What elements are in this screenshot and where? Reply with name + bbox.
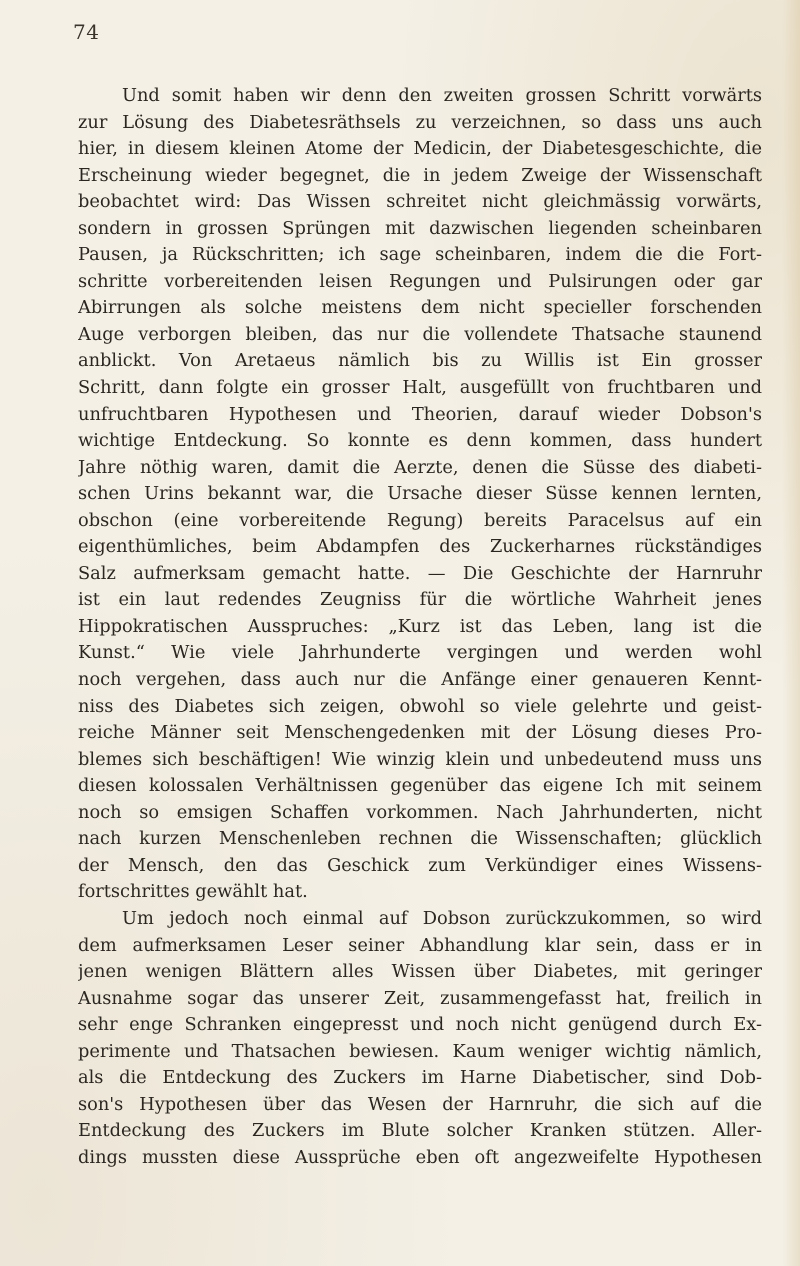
text-line: Salz aufmerksam gemacht hatte. — Die Geschichte der Harnruhr — [78, 562, 762, 584]
text-line: diesen kolossalen Verhältnissen gegenüber das eigene Ich mit seinem — [78, 775, 762, 797]
text-line: Hippokratischen Ausspruches: „Kurz ist das Leben, lang ist die — [78, 615, 762, 637]
text-line: Pausen, ja Rückschritten; ich sage scheinbaren, indem die die Fort- — [78, 244, 762, 266]
text-line: dings mussten diese Aussprüche eben oft angezweifelte Hypothesen — [78, 1146, 762, 1168]
text-line: Jahre nöthig waren, damit die Aerzte, denen die Süsse des diabeti- — [78, 456, 762, 478]
text-line: Ausnahme sogar das unserer Zeit, zusammengefasst hat, freilich in — [78, 987, 762, 1009]
text-line: Entdeckung des Zuckers im Blute solcher Kranken stützen. Aller- — [78, 1120, 762, 1142]
page-number: 74 — [73, 20, 100, 44]
text-line: beobachtet wird: Das Wissen schreitet nicht gleichmässig vorwärts, — [78, 191, 762, 213]
text-line: Erscheinung wieder begegnet, die in jedem Zweige der Wissenschaft — [78, 164, 762, 186]
text-line: Schritt, dann folgte ein grosser Halt, ausgefüllt von fruchtbaren und — [78, 377, 762, 399]
text-line: schen Urins bekannt war, die Ursache dieser Süsse kennen lernten, — [78, 483, 762, 505]
text-line: eigenthümliches, beim Abdampfen des Zuckerharnes rückständiges — [78, 536, 762, 558]
text-line: anblickt. Von Aretaeus nämlich bis zu Willis ist Ein grosser — [78, 350, 762, 372]
text-line: unfruchtbaren Hypothesen und Theorien, darauf wieder Dobson's — [78, 403, 762, 425]
text-line: dem aufmerksamen Leser seiner Abhandlung klar sein, dass er in — [78, 934, 762, 956]
page-edge-shading — [782, 0, 800, 1266]
text-line: sehr enge Schranken eingepresst und noch nicht genügend durch Ex- — [78, 1014, 762, 1036]
text-line: Auge verborgen bleiben, das nur die vollendete Thatsache staunend — [78, 323, 762, 345]
text-line: Und somit haben wir denn den zweiten grossen Schritt vorwärts — [122, 85, 762, 106]
text-line: Abirrungen als solche meistens dem nicht specieller forschenden — [78, 297, 762, 319]
text-line: reiche Männer seit Menschengedenken mit der Lösung dieses Pro- — [78, 722, 762, 744]
text-line: der Mensch, den das Geschick zum Verkündiger eines Wissens- — [78, 854, 762, 876]
text-line: perimente und Thatsachen bewiesen. Kaum weniger wichtig nämlich, — [78, 1040, 762, 1062]
text-line: Um jedoch noch einmal auf Dobson zurückzukommen, so wird — [122, 907, 762, 929]
text-line: zur Lösung des Diabetesräthsels zu verzeichnen, so dass uns auch — [78, 111, 762, 133]
body-text — [78, 83, 762, 1171]
text-line: ist ein laut redendes Zeugniss für die wörtliche Wahrheit jenes — [78, 589, 762, 611]
text-line: fortschrittes gewählt hat. — [78, 881, 308, 903]
text-line: als die Entdeckung des Zuckers im Harne Diabetischer, sind Dob- — [78, 1067, 762, 1089]
text-line: hier, in diesem kleinen Atome der Medicin, der Diabetesgeschichte, die — [78, 138, 762, 160]
text-line: niss des Diabetes sich zeigen, obwohl so viele gelehrte und geist- — [78, 695, 762, 717]
text-line: obschon (eine vorbereitende Regung) bereits Paracelsus auf ein — [78, 509, 762, 531]
text-line: noch so emsigen Schaffen vorkommen. Nach Jahrhunderten, nicht — [78, 801, 762, 823]
text-line: Kunst.“ Wie viele Jahrhunderte vergingen und werden wohl — [78, 642, 762, 664]
text-line: jenen wenigen Blättern alles Wissen über Diabetes, mit geringer — [78, 961, 762, 983]
text-line: schritte vorbereitenden leisen Regungen und Pulsirungen oder gar — [78, 270, 762, 292]
text-line: blemes sich beschäftigen! Wie winzig klein und unbedeutend muss uns — [78, 748, 762, 770]
text-line: wichtige Entdeckung. So konnte es denn kommen, dass hundert — [78, 430, 762, 452]
text-line: noch vergehen, dass auch nur die Anfänge einer genaueren Kennt- — [78, 669, 762, 691]
text-line: nach kurzen Menschenleben rechnen die Wissenschaften; glücklich — [78, 828, 762, 850]
text-line: sondern in grossen Sprüngen mit dazwischen liegenden scheinbaren — [78, 217, 762, 239]
text-line: son's Hypothesen über das Wesen der Harnruhr, die sich auf die — [78, 1093, 762, 1115]
